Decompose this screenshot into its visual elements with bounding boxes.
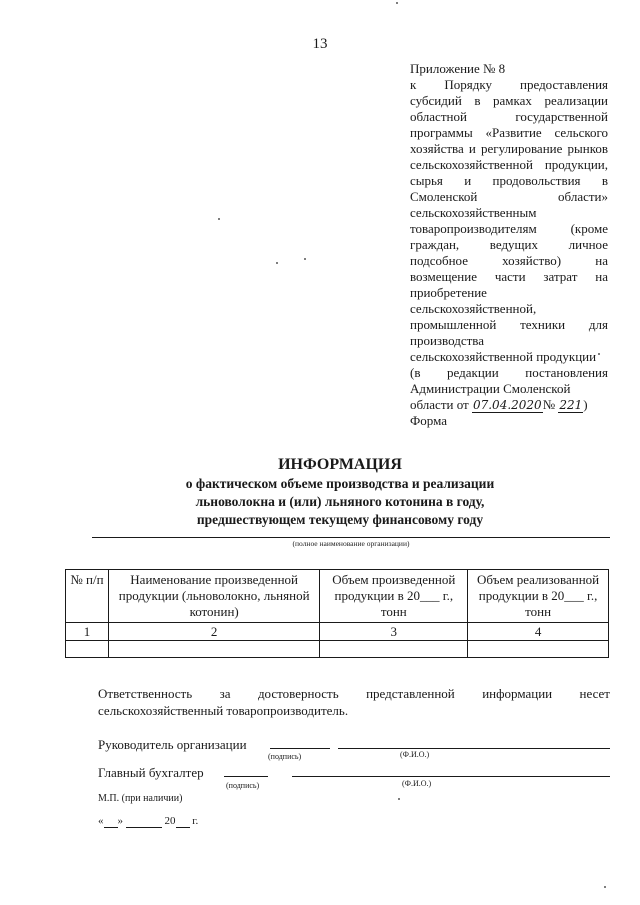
- title-line-3: предшествующем текущему финансовому году: [196, 512, 484, 527]
- handwritten-date: 07.04.2020: [472, 398, 542, 412]
- accountant-signature-line[interactable]: [224, 776, 268, 777]
- head-fio-caption: (Ф.И.О.): [400, 750, 430, 759]
- scan-speck: [598, 353, 600, 355]
- appendix-edition-from: области от: [410, 397, 469, 412]
- responsibility-note-line-1: Ответственность за достоверность представленной информации несет: [98, 686, 610, 701]
- scan-speck: [304, 258, 306, 260]
- appendix-edition: (в редакции постановления Администрации Смоленской: [410, 365, 608, 396]
- header-produced-volume: Объем произведенной продукции в 20___ г., тонн: [320, 570, 468, 623]
- table-column-numbers-row: [66, 623, 609, 641]
- year-suffix: г.: [192, 815, 199, 827]
- table-cell[interactable]: [108, 641, 320, 658]
- scan-speck: [218, 218, 220, 220]
- info-table: [65, 569, 609, 658]
- header-product-name: Наименование произведенной продукции (льноволокно, льняной котонин): [108, 570, 320, 623]
- appendix-block: [410, 61, 608, 429]
- organization-name-line[interactable]: [92, 537, 610, 538]
- table-header-row: [66, 570, 609, 623]
- stamp-place-label: М.П. (при наличии): [98, 793, 183, 804]
- head-signature-caption: (подпись): [268, 752, 302, 761]
- organization-caption: (полное наименование организации): [292, 539, 410, 548]
- date-open-quote: «: [98, 815, 104, 827]
- handwritten-number: 221: [559, 398, 583, 412]
- header-sold-volume: Объем реализованной продукции в 20___ г., тонн: [468, 570, 609, 623]
- table-cell[interactable]: [66, 641, 109, 658]
- document-title: ИНФОРМАЦИЯ: [278, 456, 402, 473]
- page-number: 13: [312, 36, 328, 52]
- head-fio-line[interactable]: [338, 748, 610, 749]
- appendix-heading: Приложение № 8: [410, 61, 506, 76]
- appendix-body: к Порядку предоставления субсидий в рамках реализации областной государственной программы «Развитие сельского хозяйства и регулирование рынков сельскохозяйственной продукции, сырья и продовольствия в Смоленской области» сельскохозяйственным товаропроизводителям (кроме граждан, ведущих личное подсобное хозяйство) на возмещение части затрат на приобретение сельскохозяйственной, промышленной техники для производства сельскохозяйственной продукции: [410, 77, 608, 364]
- date-close-quote: »: [117, 815, 123, 827]
- day-blank[interactable]: [104, 815, 118, 828]
- month-blank[interactable]: [126, 815, 162, 828]
- accountant-fio-line[interactable]: [292, 776, 610, 777]
- year-blank[interactable]: [176, 815, 190, 828]
- form-label: Форма: [410, 413, 447, 428]
- title-line-2: льноволокна и (или) льняного котонина в году,: [195, 494, 485, 509]
- column-number: 3: [320, 623, 468, 641]
- scan-speck: [276, 262, 278, 264]
- table-row[interactable]: [66, 641, 609, 658]
- year-prefix: 20: [164, 815, 176, 827]
- header-number: № п/п: [66, 570, 109, 623]
- appendix-edition-details: области от 07.04.2020№ 221): [410, 397, 588, 412]
- scan-speck: [398, 798, 400, 800]
- scan-speck: [604, 886, 606, 888]
- scan-speck: [396, 2, 398, 4]
- responsibility-note-line-2: сельскохозяйственный товаропроизводитель.: [98, 703, 349, 718]
- head-signature-line[interactable]: [270, 748, 330, 749]
- column-number: 2: [108, 623, 320, 641]
- number-sign: №: [542, 397, 556, 412]
- table-cell[interactable]: [320, 641, 468, 658]
- accountant-fio-caption: (Ф.И.О.): [402, 779, 432, 788]
- title-line-1: о фактическом объеме производства и реализации: [185, 476, 495, 491]
- document-title-block: [100, 455, 580, 529]
- column-number: 4: [468, 623, 609, 641]
- chief-accountant-label: Главный бухгалтер: [98, 765, 204, 780]
- accountant-signature-caption: (подпись): [226, 781, 260, 790]
- table-cell[interactable]: [468, 641, 609, 658]
- head-of-organization-label: Руководитель организации: [98, 737, 247, 752]
- date-field[interactable]: [98, 815, 198, 828]
- column-number: 1: [66, 623, 109, 641]
